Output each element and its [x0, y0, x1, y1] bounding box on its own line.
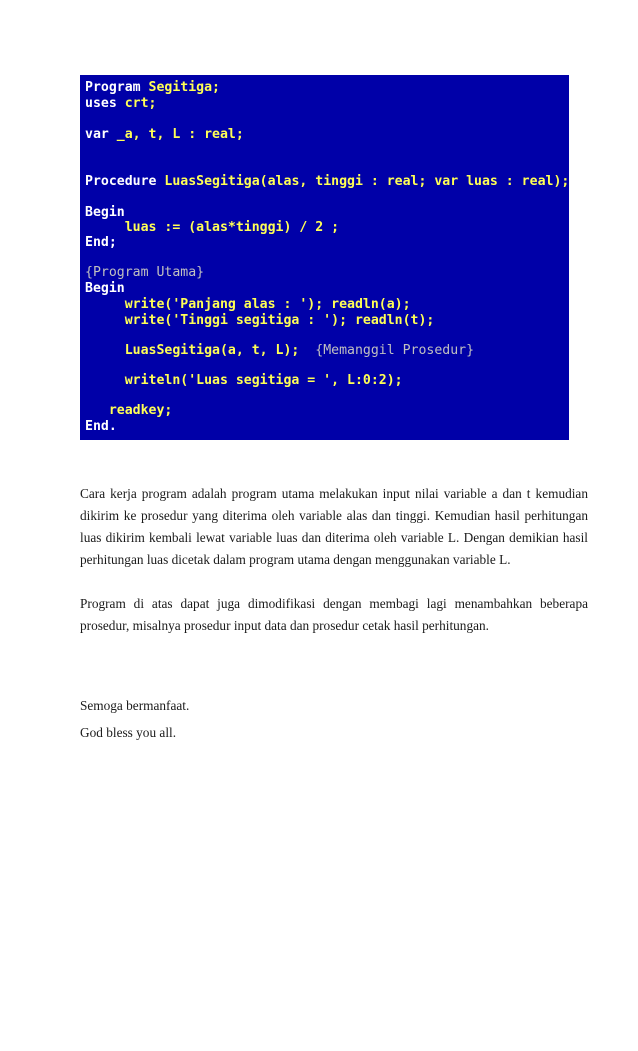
paragraph-closing: Semoga bermanfaat. [80, 698, 190, 713]
code-line: End; [85, 235, 117, 250]
paragraph-modification: Program di atas dapat juga dimodifikasi dengan membagi lagi menambahkan beberapa prosedur, misalnya prosedur input data dan prosedur cetak hasil perhitungan. [80, 596, 588, 633]
code-line: write('Panjang alas : '); readln(a); [85, 297, 411, 312]
code-line: Begin [85, 205, 125, 220]
code-line: write('Tinggi segitiga : '); readln(t); [85, 313, 435, 328]
code-screenshot [80, 75, 569, 440]
paragraph-blessing: God bless you all. [80, 725, 177, 740]
code-line: luas := (alas*tinggi) / 2 ; [85, 220, 340, 235]
code-line: var _a, t, L : real; [85, 127, 244, 142]
code-line: End. [85, 419, 117, 434]
code-line: Begin [85, 281, 125, 296]
paragraph-explanation: Cara kerja program adalah program utama melakukan input nilai variable a dan t kemudian dikirim ke prosedur yang diterima oleh variable alas dan tinggi. Kemudian hasil perhitungan luas dikirim kembali lewat variable luas dan diterima oleh variable L. Dengan demikian hasil perhitungan luas dicetak dalam program utama dengan menggunakan variable L. [80, 486, 588, 567]
code-line: Procedure LuasSegitiga(alas, tinggi : real; var luas : real); [85, 174, 569, 189]
code-line: uses crt; [85, 96, 157, 111]
code-line: LuasSegitiga(a, t, L); {Memanggil Prosedur} [85, 343, 475, 358]
code-line: readkey; [85, 403, 173, 418]
code-line: writeln('Luas segitiga = ', L:0:2); [85, 373, 403, 388]
code-line: {Program Utama} [85, 265, 205, 280]
code-line: Program Segitiga; [85, 80, 220, 95]
